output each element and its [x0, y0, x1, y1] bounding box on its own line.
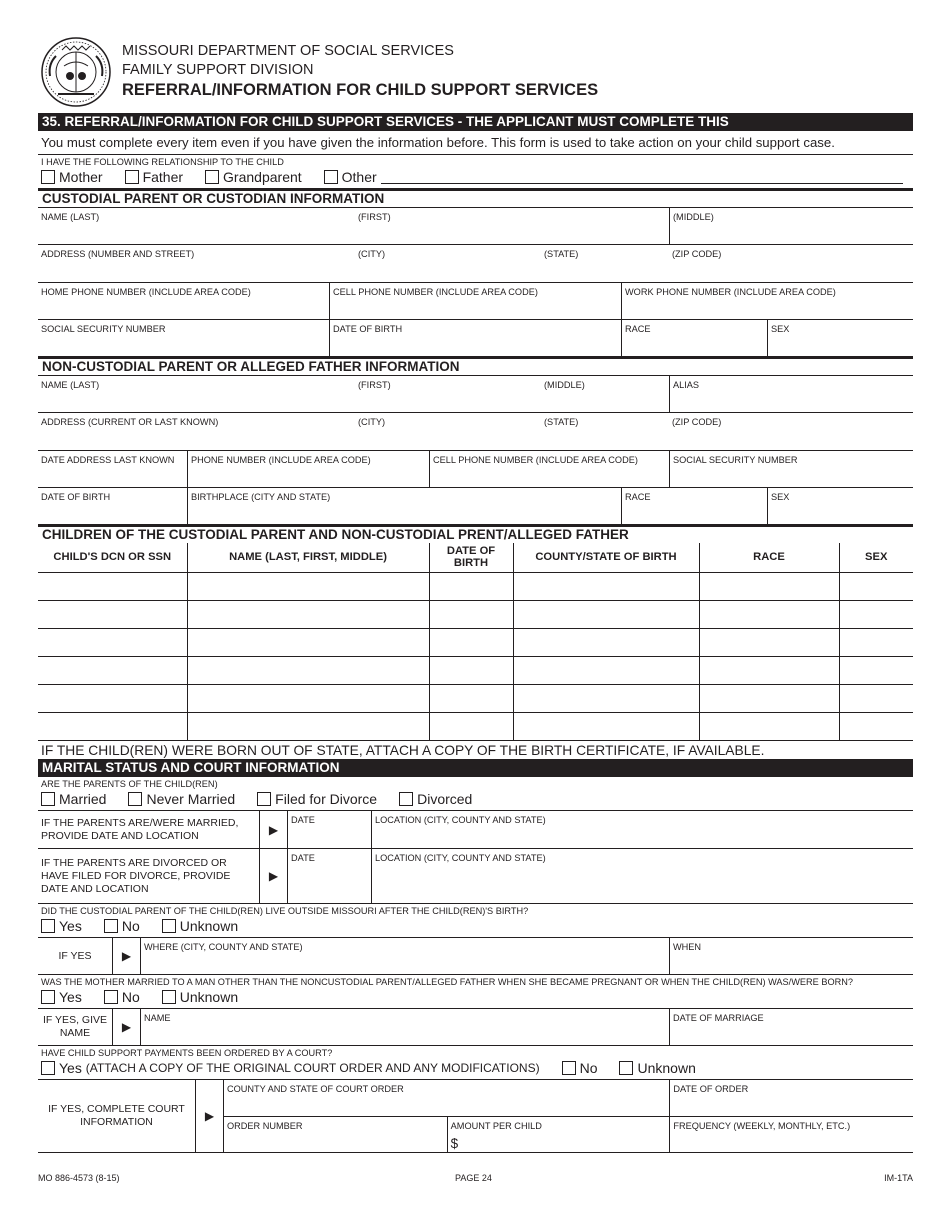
option-grandparent[interactable]: Grandparent — [205, 169, 302, 186]
page-footer — [38, 1173, 913, 1187]
court-county-state[interactable]: COUNTY AND STATE OF COURT ORDER — [227, 1084, 404, 1094]
noncustodial-zip[interactable]: (ZIP CODE) — [672, 417, 722, 427]
checkbox-icon[interactable] — [399, 792, 413, 806]
married-row — [38, 810, 913, 848]
court-order-number[interactable]: ORDER NUMBER — [227, 1120, 303, 1131]
arrow-right-icon: ▶ — [259, 849, 287, 903]
noncustodial-race[interactable]: RACE — [621, 488, 767, 524]
court-info-block — [38, 1079, 913, 1153]
custodial-cell-phone[interactable]: CELL PHONE NUMBER (INCLUDE AREA CODE) — [329, 283, 621, 319]
arrow-right-icon: ▶ — [259, 811, 287, 848]
court-row-2 — [224, 1116, 913, 1152]
outside-missouri-question: DID THE CUSTODIAL PARENT OF THE CHILD(REN) LIVE OUTSIDE MISSOURI AFTER THE CHILD(REN)'S BIRTH? — [41, 906, 529, 916]
table-cell[interactable] — [699, 656, 839, 684]
option-married[interactable]: Married — [41, 791, 106, 808]
checkbox-icon[interactable] — [562, 1061, 576, 1075]
parents-status-label: ARE THE PARENTS OF THE CHILD(REN) — [41, 779, 218, 789]
checkbox-icon[interactable] — [41, 919, 55, 933]
table-cell[interactable] — [429, 572, 513, 600]
relationship-label: I HAVE THE FOLLOWING RELATIONSHIP TO THE CHILD — [41, 157, 284, 167]
mother-yes[interactable]: Yes — [41, 989, 82, 1006]
form-code: IM-1TA — [884, 1173, 913, 1183]
table-cell[interactable] — [513, 628, 699, 656]
table-cell[interactable] — [429, 656, 513, 684]
husband-name[interactable]: NAME — [140, 1009, 669, 1045]
checkbox-icon[interactable] — [324, 170, 338, 184]
referral-form — [38, 113, 913, 1153]
checkbox-icon[interactable] — [619, 1061, 633, 1075]
custodial-work-phone[interactable]: WORK PHONE NUMBER (INCLUDE AREA CODE) — [621, 283, 913, 319]
married-location[interactable]: LOCATION (CITY, COUNTY AND STATE) — [371, 811, 913, 848]
table-cell[interactable] — [839, 656, 913, 684]
court-no[interactable]: No — [562, 1060, 598, 1077]
option-never-married[interactable]: Never Married — [128, 791, 235, 808]
custodial-name-last[interactable]: NAME (LAST) — [41, 212, 100, 222]
option-other[interactable]: Other — [324, 169, 903, 186]
children-table — [38, 543, 913, 740]
custodial-section-title: CUSTODIAL PARENT OR CUSTODIAN INFORMATION — [38, 188, 913, 207]
table-row — [38, 712, 913, 740]
custodial-sex[interactable]: SEX — [767, 320, 913, 356]
checkbox-icon[interactable] — [125, 170, 139, 184]
table-cell[interactable] — [699, 684, 839, 712]
divorced-row — [38, 848, 913, 903]
table-cell[interactable] — [513, 684, 699, 712]
col-dcn-ssn: CHILD'S DCN OR SSN — [53, 551, 172, 564]
children-section-title: CHILDREN OF THE CUSTODIAL PARENT AND NON-CUSTODIAL PRENT/ALLEGED FATHER — [38, 524, 913, 543]
outside-missouri-group — [38, 903, 913, 937]
table-cell[interactable] — [38, 572, 187, 600]
option-divorced[interactable]: Divorced — [399, 791, 472, 808]
relationship-group — [38, 155, 913, 188]
if-yes-give-name-label: IF YES, GIVE NAME — [43, 1014, 107, 1039]
table-cell[interactable] — [187, 628, 429, 656]
table-cell[interactable] — [513, 572, 699, 600]
option-father[interactable]: Father — [125, 169, 183, 186]
table-cell[interactable] — [38, 712, 187, 740]
mother-unknown[interactable]: Unknown — [162, 989, 238, 1006]
noncustodial-state[interactable]: (STATE) — [544, 417, 579, 427]
table-cell[interactable] — [839, 628, 913, 656]
custodial-home-phone[interactable]: HOME PHONE NUMBER (INCLUDE AREA CODE) — [41, 287, 251, 297]
table-cell[interactable] — [429, 684, 513, 712]
table-cell[interactable] — [429, 600, 513, 628]
table-cell[interactable] — [187, 572, 429, 600]
col-dob: DATE OF BIRTH — [429, 543, 513, 572]
option-filed-for-divorce[interactable]: Filed for Divorce — [257, 791, 377, 808]
checkbox-icon[interactable] — [257, 792, 271, 806]
arrow-right-icon: ▶ — [112, 938, 140, 974]
noncustodial-phone-row — [38, 450, 913, 487]
married-date[interactable]: DATE — [287, 811, 371, 848]
custodial-city[interactable]: (CITY) — [358, 249, 386, 259]
if-yes-court-label: IF YES, COMPLETE COURT INFORMATION — [48, 1103, 185, 1128]
custodial-address-row — [38, 244, 913, 282]
outside-no[interactable]: No — [104, 918, 140, 935]
court-frequency[interactable]: FREQUENCY (WEEKLY, MONTHLY, ETC.) — [669, 1117, 913, 1152]
table-cell[interactable] — [38, 684, 187, 712]
checkbox-icon[interactable] — [104, 990, 118, 1004]
outside-yes[interactable]: Yes — [41, 918, 82, 935]
outside-where[interactable]: WHERE (CITY, COUNTY AND STATE) — [140, 938, 669, 974]
outside-unknown[interactable]: Unknown — [162, 918, 238, 935]
form-title: REFERRAL/INFORMATION FOR CHILD SUPPORT SERVICES — [122, 81, 599, 99]
section-35-title: 35. REFERRAL/INFORMATION FOR CHILD SUPPORT SERVICES - THE APPLICANT MUST COMPLETE THIS — [38, 113, 913, 131]
table-row — [38, 600, 913, 628]
court-order-question: HAVE CHILD SUPPORT PAYMENTS BEEN ORDERED BY A COURT? — [41, 1048, 333, 1058]
court-unknown[interactable]: Unknown — [619, 1060, 695, 1077]
noncustodial-birthplace[interactable]: BIRTHPLACE (CITY AND STATE) — [187, 488, 621, 524]
noncustodial-address[interactable]: ADDRESS (CURRENT OR LAST KNOWN) — [41, 417, 219, 427]
custodial-state[interactable]: (STATE) — [544, 249, 579, 259]
checkbox-icon[interactable] — [128, 792, 142, 806]
page-header — [38, 36, 913, 108]
table-cell[interactable] — [187, 684, 429, 712]
dollar-sign: $ — [450, 1136, 459, 1151]
col-name: NAME (LAST, FIRST, MIDDLE) — [187, 543, 429, 572]
custodial-race[interactable]: RACE — [621, 320, 767, 356]
noncustodial-dob[interactable]: DATE OF BIRTH — [41, 492, 111, 502]
divorced-date[interactable]: DATE — [287, 849, 371, 903]
custodial-name-first[interactable]: (FIRST) — [358, 212, 391, 222]
children-table-header — [38, 543, 913, 572]
noncustodial-dob-row — [38, 487, 913, 524]
custodial-name-middle[interactable]: (MIDDLE) — [669, 208, 913, 244]
table-cell[interactable] — [699, 712, 839, 740]
checkbox-icon[interactable] — [162, 919, 176, 933]
option-mother[interactable]: Mother — [41, 169, 103, 186]
table-cell[interactable] — [38, 600, 187, 628]
checkbox-icon[interactable] — [41, 990, 55, 1004]
table-cell[interactable] — [187, 712, 429, 740]
table-cell[interactable] — [38, 656, 187, 684]
noncustodial-name-last[interactable]: NAME (LAST) — [41, 380, 100, 390]
agency-name: MISSOURI DEPARTMENT OF SOCIAL SERVICES — [122, 43, 454, 59]
mother-married-question: WAS THE MOTHER MARRIED TO A MAN OTHER THAN THE NONCUSTODIAL PARENT/ALLEGED FATHER WHEN SHE BECAME PREGNANT OR WHEN THE CHILD(REN) WAS/WERE BORN? — [41, 977, 854, 987]
custodial-phone-row — [38, 282, 913, 319]
noncustodial-section-title: NON-CUSTODIAL PARENT OR ALLEGED FATHER INFORMATION — [38, 356, 913, 375]
table-cell[interactable] — [839, 572, 913, 600]
custodial-zip[interactable]: (ZIP CODE) — [672, 249, 722, 259]
col-race: RACE — [699, 543, 839, 572]
checkbox-icon[interactable] — [162, 990, 176, 1004]
custodial-dob[interactable]: DATE OF BIRTH — [329, 320, 621, 356]
other-text-line[interactable] — [381, 171, 903, 184]
mother-married-group — [38, 974, 913, 1008]
table-cell[interactable] — [513, 600, 699, 628]
noncustodial-city[interactable]: (CITY) — [358, 417, 386, 427]
table-cell[interactable] — [187, 600, 429, 628]
if-yes-label: IF YES — [58, 949, 92, 962]
court-date-of-order[interactable]: DATE OF ORDER — [669, 1080, 913, 1116]
mother-name-row — [38, 1008, 913, 1045]
table-cell[interactable] — [699, 600, 839, 628]
table-row — [38, 684, 913, 712]
table-row — [38, 572, 913, 600]
checkbox-icon[interactable] — [104, 919, 118, 933]
table-cell[interactable] — [839, 600, 913, 628]
table-cell[interactable] — [429, 628, 513, 656]
custodial-address[interactable]: ADDRESS (NUMBER AND STREET) — [41, 249, 195, 259]
outside-when[interactable]: WHEN — [669, 938, 913, 974]
noncustodial-name-middle[interactable]: (MIDDLE) — [544, 380, 585, 390]
birth-certificate-note: IF THE CHILD(REN) WERE BORN OUT OF STATE, ATTACH A COPY OF THE BIRTH CERTIFICATE, IF AVAILABLE. — [38, 740, 913, 759]
checkbox-icon[interactable] — [41, 170, 55, 184]
table-cell[interactable] — [513, 656, 699, 684]
noncustodial-ssn[interactable]: SOCIAL SECURITY NUMBER — [669, 451, 913, 487]
court-amount-per-child[interactable]: AMOUNT PER CHILD $ — [447, 1117, 670, 1152]
noncustodial-cell-phone[interactable]: CELL PHONE NUMBER (INCLUDE AREA CODE) — [429, 451, 669, 487]
court-row-1 — [224, 1080, 913, 1116]
division-name: FAMILY SUPPORT DIVISION — [122, 62, 314, 78]
table-row — [38, 656, 913, 684]
checkbox-icon[interactable] — [205, 170, 219, 184]
divorced-prompt: IF THE PARENTS ARE DIVORCED OR HAVE FILED FOR DIVORCE, PROVIDE DATE AND LOCATION — [41, 856, 231, 895]
table-row — [38, 628, 913, 656]
table-cell[interactable] — [38, 628, 187, 656]
table-cell[interactable] — [839, 712, 913, 740]
parents-status-group — [38, 777, 913, 810]
court-order-group — [38, 1045, 913, 1079]
checkbox-icon[interactable] — [41, 792, 55, 806]
page-number: PAGE 24 — [455, 1173, 492, 1183]
col-sex: SEX — [839, 543, 913, 572]
instruction-text: You must complete every item even if you have given the information before. This form is used to take action on your child support case. — [38, 131, 913, 155]
date-of-marriage[interactable]: DATE OF MARRIAGE — [669, 1009, 913, 1045]
noncustodial-name-first[interactable]: (FIRST) — [358, 380, 391, 390]
court-yes[interactable]: Yes (ATTACH A COPY OF THE ORIGINAL COURT ORDER AND ANY MODIFICATIONS) — [41, 1060, 540, 1077]
noncustodial-phone[interactable]: PHONE NUMBER (INCLUDE AREA CODE) — [187, 451, 429, 487]
table-cell[interactable] — [187, 656, 429, 684]
custodial-name-row — [38, 207, 913, 244]
state-seal-icon — [40, 36, 112, 108]
noncustodial-sex[interactable]: SEX — [767, 488, 913, 524]
table-cell[interactable] — [429, 712, 513, 740]
marital-section-title: MARITAL STATUS AND COURT INFORMATION — [38, 759, 913, 777]
arrow-right-icon: ▶ — [195, 1080, 223, 1152]
noncustodial-name-row — [38, 375, 913, 412]
arrow-right-icon: ▶ — [112, 1009, 140, 1045]
table-cell[interactable] — [699, 628, 839, 656]
married-prompt: IF THE PARENTS ARE/WERE MARRIED, PROVIDE DATE AND LOCATION — [41, 816, 239, 842]
noncustodial-alias[interactable]: ALIAS — [669, 376, 913, 412]
custodial-ssn-row — [38, 319, 913, 356]
table-cell[interactable] — [699, 572, 839, 600]
form-number: MO 886-4573 (8-15) — [38, 1173, 120, 1183]
divorced-location[interactable]: LOCATION (CITY, COUNTY AND STATE) — [371, 849, 913, 903]
outside-where-row — [38, 937, 913, 974]
noncustodial-date-address[interactable]: DATE ADDRESS LAST KNOWN — [41, 455, 175, 465]
table-cell[interactable] — [839, 684, 913, 712]
custodial-ssn[interactable]: SOCIAL SECURITY NUMBER — [41, 324, 166, 334]
col-county-state: COUNTY/STATE OF BIRTH — [513, 543, 699, 572]
court-fields — [223, 1080, 913, 1152]
mother-no[interactable]: No — [104, 989, 140, 1006]
noncustodial-address-row — [38, 412, 913, 450]
table-cell[interactable] — [513, 712, 699, 740]
checkbox-icon[interactable] — [41, 1061, 55, 1075]
